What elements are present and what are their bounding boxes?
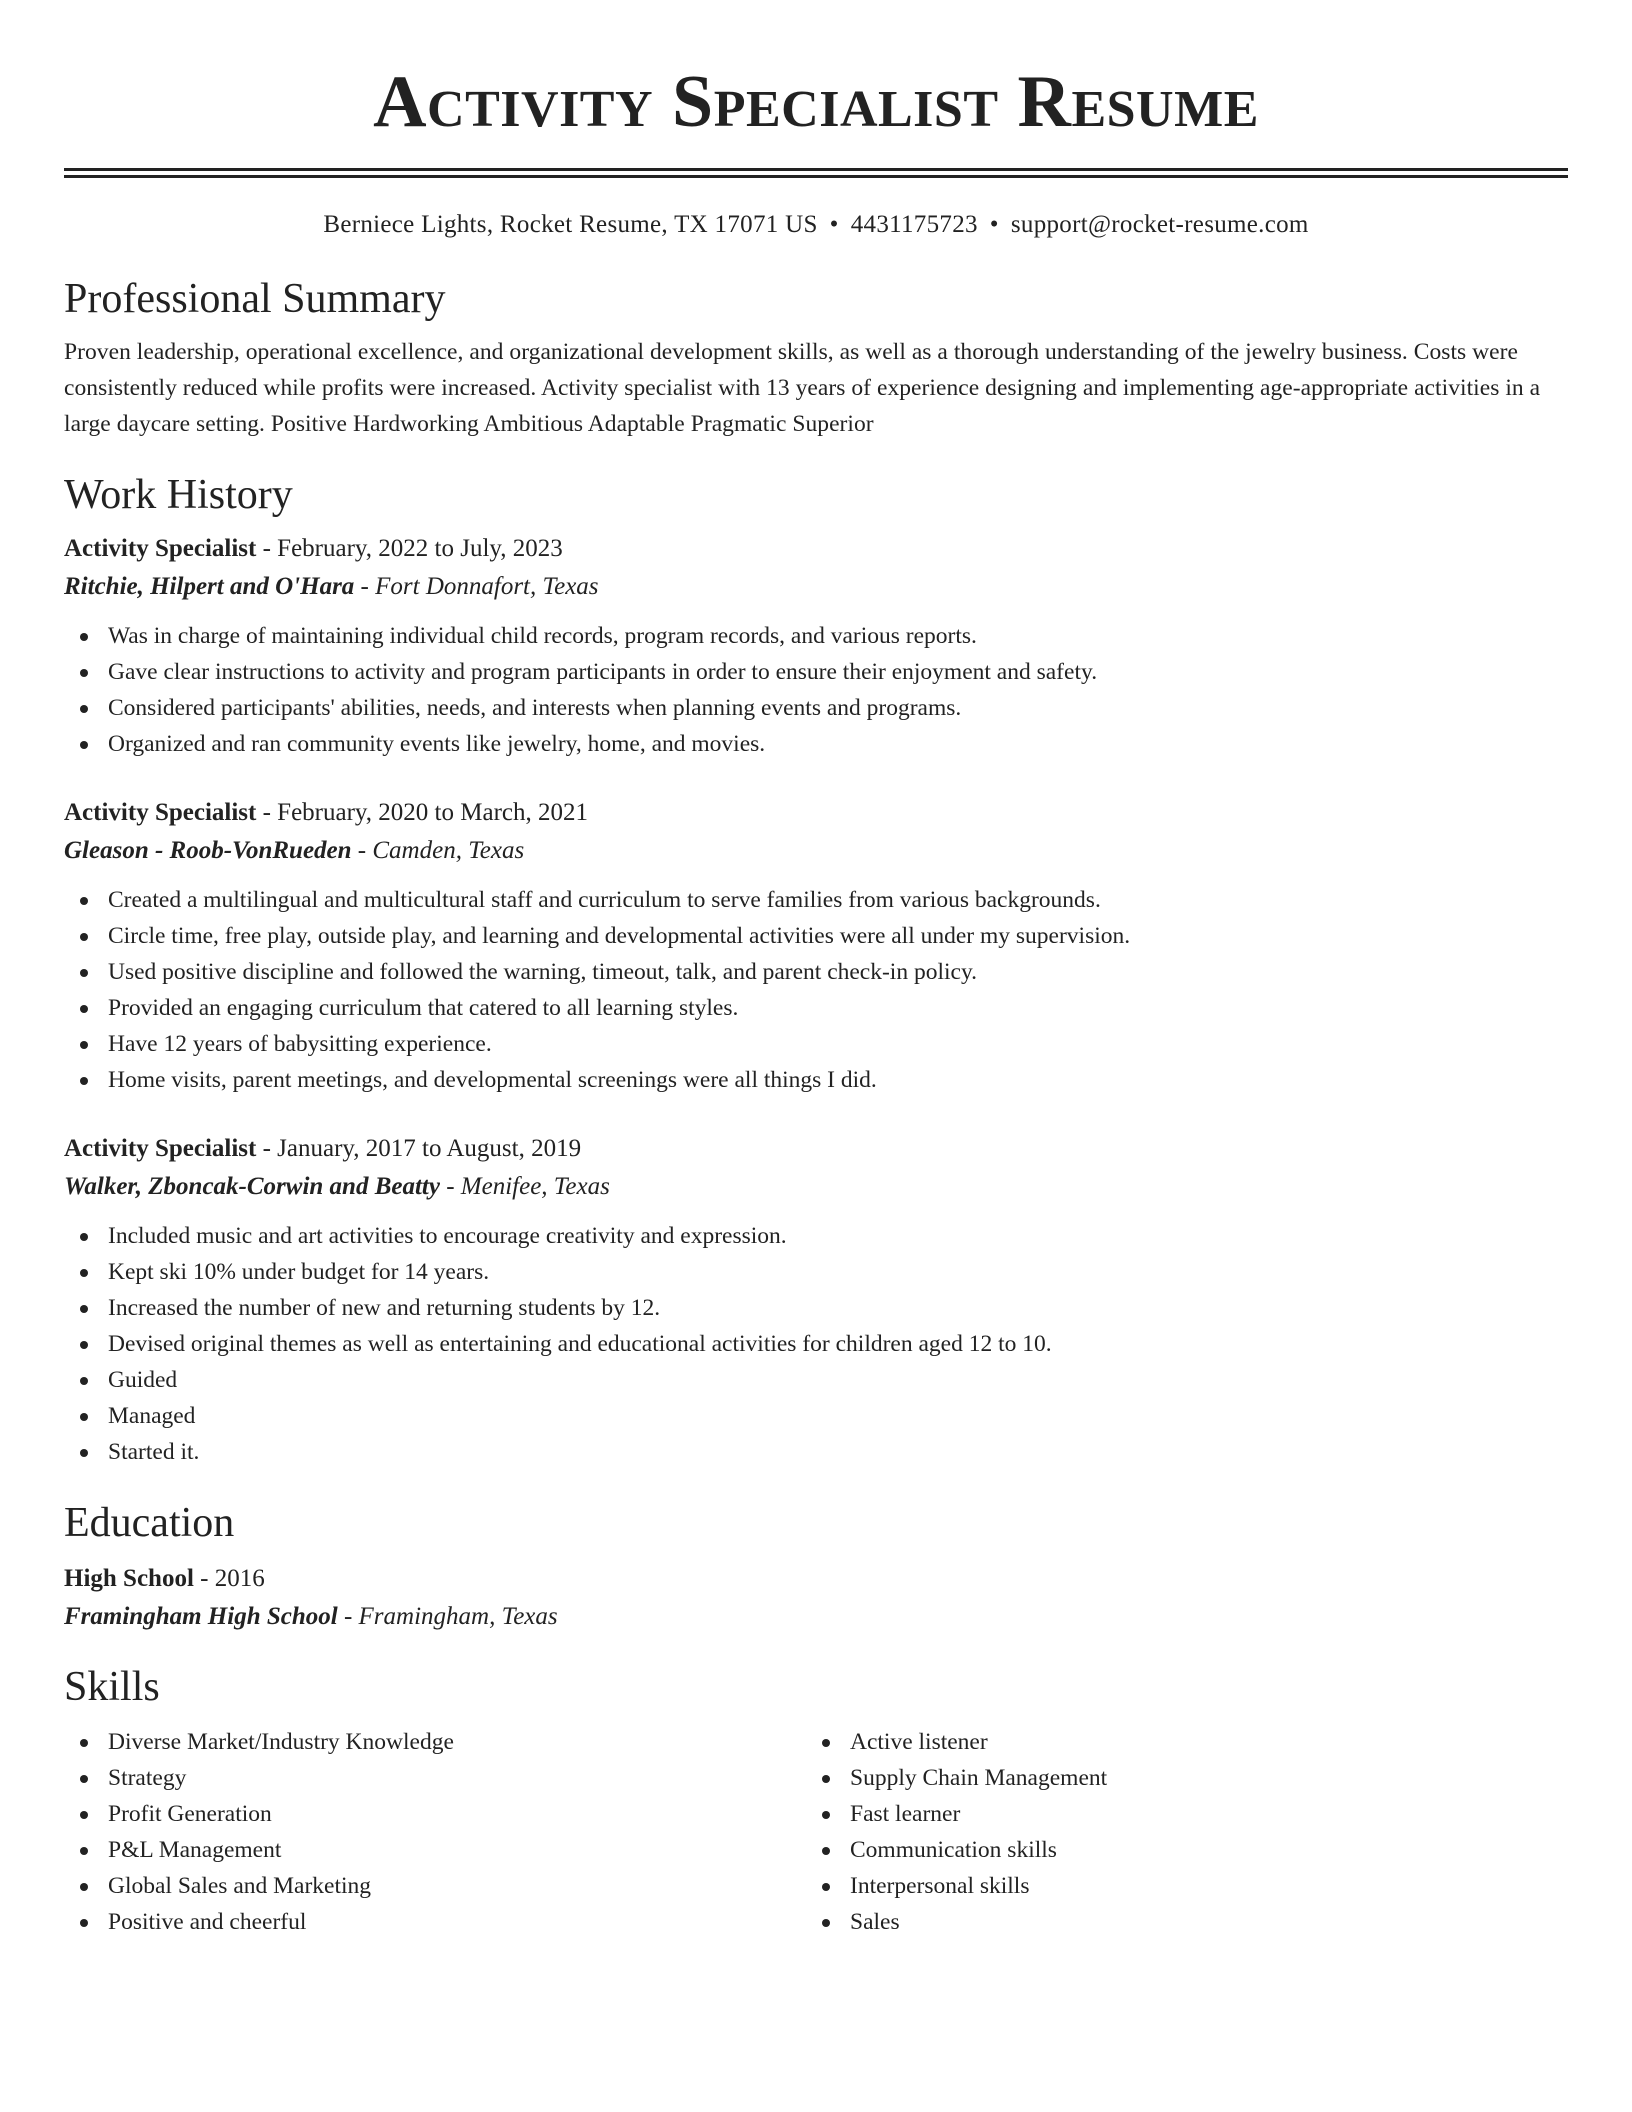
job-title: Activity Specialist (64, 1135, 257, 1162)
list-item: Included music and art activities to encourage creativity and expression. (64, 1218, 1568, 1254)
skills-section (64, 1662, 1568, 1944)
job-dates: February, 2020 to March, 2021 (277, 799, 588, 826)
skill-item: Supply Chain Management (806, 1760, 1546, 1796)
degree-line: High School - 2016 (64, 1565, 265, 1592)
list-item: Created a multilingual and multicultural staff and curriculum to serve families from various backgrounds. (64, 882, 1568, 918)
summary-section (64, 274, 1568, 442)
title-divider (64, 168, 1568, 178)
contact-line (64, 208, 1568, 242)
job-title: Activity Specialist (64, 535, 257, 562)
section-heading-skills: Skills (64, 1664, 160, 1710)
skills-columns (64, 1724, 1568, 1944)
skill-item: Fast learner (806, 1796, 1546, 1832)
list-item: Gave clear instructions to activity and program participants in order to ensure their enjoyment and safety. (64, 654, 1568, 690)
company-name: Gleason - Roob-VonRueden (64, 837, 352, 864)
skill-item: Communication skills (806, 1832, 1546, 1868)
list-item: Used positive discipline and followed the warning, timeout, talk, and parent check-in policy. (64, 954, 1568, 990)
contact-separator: • (989, 211, 999, 238)
resume-title: Activity Specialist Resume (373, 61, 1259, 143)
job-title-line: Activity Specialist - January, 2017 to August, 2019 (64, 1135, 582, 1162)
skill-item: Diverse Market/Industry Knowledge (64, 1724, 804, 1760)
job-dates: January, 2017 to August, 2019 (277, 1135, 582, 1162)
section-heading-summary: Professional Summary (64, 276, 446, 322)
contact-address: Berniece Lights, Rocket Resume, TX 17071 US (323, 211, 818, 238)
list-item: Was in charge of maintaining individual child records, program records, and various reports. (64, 618, 1568, 654)
job-bullets (64, 618, 1568, 762)
graduation-year: 2016 (214, 1565, 265, 1592)
education-entry (64, 1560, 1568, 1636)
degree: High School (64, 1565, 194, 1592)
contact-email: support@rocket-resume.com (1010, 211, 1309, 238)
list-item: Increased the number of new and returning students by 12. (64, 1290, 1568, 1326)
company-name: Walker, Zboncak-Corwin and Beatty (64, 1173, 440, 1200)
school-name: Framingham High School (64, 1603, 338, 1630)
company-line: Walker, Zboncak-Corwin and Beatty - Menifee, Texas (64, 1173, 610, 1200)
skill-item: Active listener (806, 1724, 1546, 1760)
job-dates: February, 2022 to July, 2023 (277, 535, 563, 562)
list-item: Kept ski 10% under budget for 14 years. (64, 1254, 1568, 1290)
skill-item: Interpersonal skills (806, 1868, 1546, 1904)
school-line: Framingham High School - Framingham, Texas (64, 1603, 558, 1630)
job-bullets (64, 882, 1568, 1098)
summary-text: Proven leadership, operational excellence, and organizational development skills, as well as a thorough understanding of the jewelry business. Costs were consistently reduced while profits were increased. Activity specialist with 13 years of experience designing and implementing age-appropriate activities in a large daycare setting. Positive Hardworking Ambitious Adaptable Pragmatic Superior (64, 339, 1541, 437)
job-title-line: Activity Specialist - February, 2020 to March, 2021 (64, 799, 588, 826)
skill-item: Global Sales and Marketing (64, 1868, 804, 1904)
list-item: Have 12 years of babysitting experience. (64, 1026, 1568, 1062)
list-item: Home visits, parent meetings, and developmental screenings were all things I did. (64, 1062, 1568, 1098)
education-section (64, 1498, 1568, 1636)
job-title-line: Activity Specialist - February, 2022 to July, 2023 (64, 535, 563, 562)
company-location: Menifee, Texas (460, 1173, 610, 1200)
skill-item: Profit Generation (64, 1796, 804, 1832)
job-entry (64, 1130, 1568, 1470)
job-entry (64, 794, 1568, 1098)
skill-item: Positive and cheerful (64, 1904, 804, 1940)
list-item: Devised original themes as well as entertaining and educational activities for children aged 12 to 10. (64, 1326, 1568, 1362)
skill-item: Sales (806, 1904, 1546, 1940)
resume-page (64, 0, 1568, 1944)
company-line: Ritchie, Hilpert and O'Hara - Fort Donnafort, Texas (64, 573, 599, 600)
skills-list-right (806, 1724, 1546, 1940)
list-item: Provided an engaging curriculum that catered to all learning styles. (64, 990, 1568, 1026)
list-item: Started it. (64, 1434, 1568, 1470)
job-entry (64, 530, 1568, 762)
contact-separator: • (829, 211, 839, 238)
company-location: Fort Donnafort, Texas (375, 573, 599, 600)
skills-list-left (64, 1724, 804, 1940)
skill-item: P&L Management (64, 1832, 804, 1868)
school-location: Framingham, Texas (358, 1603, 558, 1630)
company-name: Ritchie, Hilpert and O'Hara (64, 573, 355, 600)
work-history-section (64, 470, 1568, 1470)
section-heading-education: Education (64, 1500, 235, 1546)
job-title: Activity Specialist (64, 799, 257, 826)
list-item: Guided (64, 1362, 1568, 1398)
skill-item: Strategy (64, 1760, 804, 1796)
list-item: Circle time, free play, outside play, and learning and developmental activities were all under my supervision. (64, 918, 1568, 954)
list-item: Considered participants' abilities, needs, and interests when planning events and programs. (64, 690, 1568, 726)
company-location: Camden, Texas (372, 837, 525, 864)
list-item: Organized and ran community events like jewelry, home, and movies. (64, 726, 1568, 762)
contact-phone: 4431175723 (850, 211, 978, 238)
job-bullets (64, 1218, 1568, 1470)
list-item: Managed (64, 1398, 1568, 1434)
company-line: Gleason - Roob-VonRueden - Camden, Texas (64, 837, 525, 864)
section-heading-work-history: Work History (64, 472, 293, 518)
